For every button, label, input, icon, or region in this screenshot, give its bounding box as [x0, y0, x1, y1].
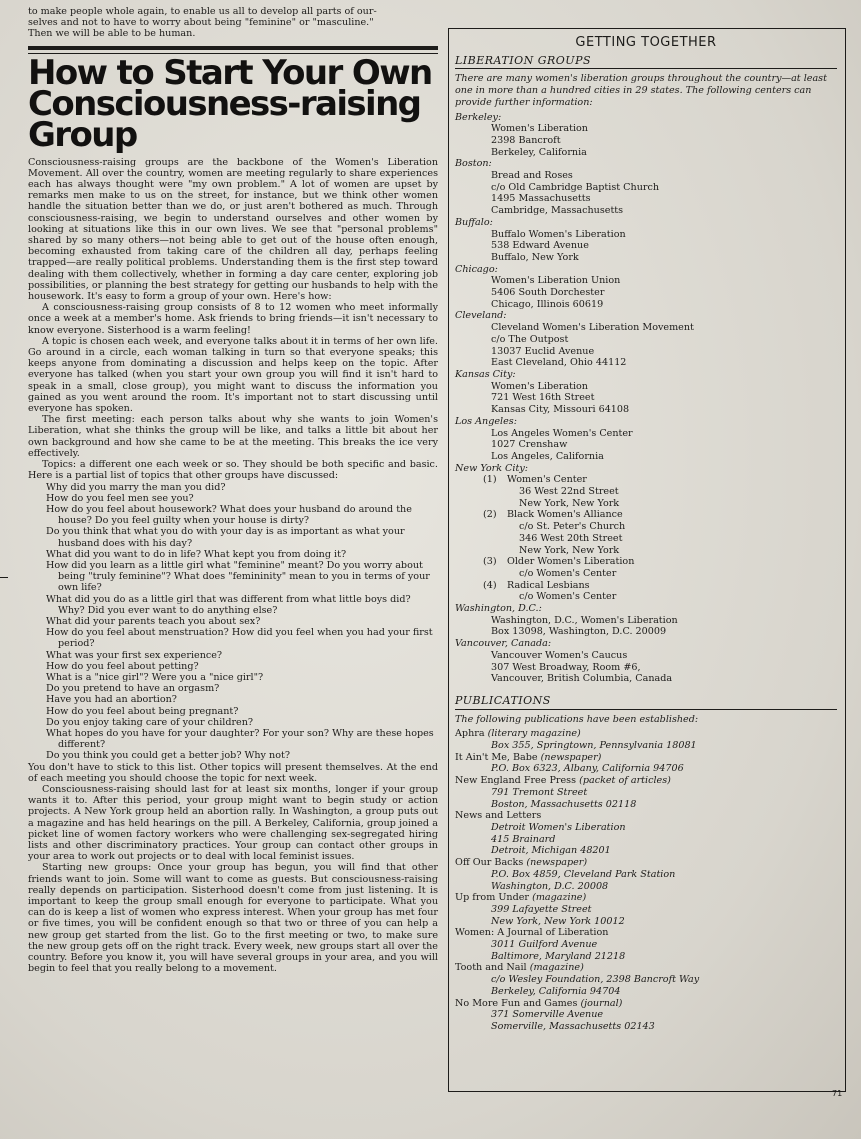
- address-line: 1495 Massachusetts: [491, 193, 591, 205]
- publication-entry: [455, 892, 837, 927]
- group-entry: [455, 217, 837, 264]
- publication-name-line: [455, 857, 837, 869]
- topic-question: How do you feel about petting?: [46, 660, 199, 672]
- publication-type: (newspaper): [526, 857, 588, 869]
- address-line: Washington, D.C. 20008: [491, 880, 609, 892]
- publication-name: Women: A Journal of Liberation: [455, 927, 609, 939]
- liberation-groups-heading: LIBERATION GROUPS: [455, 53, 592, 67]
- address-line: Buffalo Women's Liberation: [491, 228, 626, 240]
- address-line: Vancouver, British Columbia, Canada: [491, 673, 673, 685]
- topic-question-list: [28, 482, 438, 762]
- address-line: c/o The Outpost: [491, 333, 569, 345]
- group-entry: [455, 603, 837, 638]
- publication-type: (literary magazine): [487, 728, 581, 740]
- address-line: Detroit Women's Liberation: [491, 822, 626, 833]
- city-label-new-york: New York City:: [455, 462, 528, 474]
- publication-entry: [455, 998, 837, 1033]
- group-number: (2): [483, 509, 497, 521]
- address-line: Berkeley, California: [491, 146, 587, 158]
- new-york-group-entry: [455, 556, 837, 579]
- new-york-group-entry: [455, 509, 837, 556]
- address-line: 538 Edward Avenue: [491, 240, 589, 252]
- address-line: Women's Liberation: [491, 123, 588, 135]
- address-line: Los Angeles, California: [491, 450, 604, 462]
- topic-question: Do you think that what you do with your day is as important as what your husband does with his day?: [46, 526, 405, 549]
- topic-question: Do you pretend to have an orgasm?: [46, 683, 220, 695]
- group-name: Older Women's Liberation: [507, 556, 635, 568]
- new-york-group-entry: [455, 474, 837, 509]
- address-line: 2398 Bancroft: [491, 134, 561, 146]
- publication-name: Up from Under: [455, 892, 530, 904]
- group-number: (1): [483, 474, 497, 486]
- address-line: 5406 South Dorchester: [491, 287, 605, 299]
- topic-question: What did you do as a little girl that was different from what little boys did? Why? Did you ever want to do anything else?: [46, 593, 411, 616]
- city-label: Boston:: [455, 158, 492, 170]
- group-entry: [455, 638, 837, 685]
- address-line: c/o Wesley Foundation, 2398 Bancroft Way: [491, 974, 700, 986]
- city-label: Buffalo:: [455, 216, 493, 228]
- group-list: [455, 112, 837, 463]
- address-line: New York, New York: [519, 497, 620, 509]
- sidebar-title: GETTING TOGETHER: [575, 35, 717, 50]
- group-number: (4): [483, 579, 497, 591]
- topic-question: What hopes do you have for your daughter? For your son? Why are these hopes different?: [46, 727, 434, 751]
- publication-list: [455, 728, 837, 1032]
- topic-question: What did you want to do in life? What kept you from doing it?: [46, 548, 347, 560]
- body-paragraph: Topics: a different one each week or so. They should be both specific and basic. Here is a partial list of topics that other groups have discussed:: [28, 459, 438, 482]
- city-label: Washington, D.C.:: [455, 603, 542, 615]
- article-headline: How to Start Your Own Consciousness-raising Group: [28, 52, 432, 155]
- address-line: Chicago, Illinois 60619: [491, 298, 604, 310]
- group-name-line: [483, 474, 837, 486]
- address-line: East Cleveland, Ohio 44112: [491, 357, 627, 369]
- address-line: Detroit, Michigan 48201: [491, 845, 611, 857]
- intro-text: [28, 6, 438, 40]
- address-line: Vancouver Women's Caucus: [491, 649, 628, 661]
- city-label: Kansas City:: [455, 368, 516, 380]
- address-line: New York, New York 10012: [491, 915, 625, 927]
- publication-name-line: [455, 962, 837, 974]
- getting-together-sidebar: [448, 28, 846, 1092]
- publication-type: (newspaper): [540, 751, 602, 763]
- article-column: [28, 6, 438, 974]
- body-paragraphs: [28, 157, 438, 482]
- group-entry: [455, 112, 837, 159]
- group-entry: [455, 158, 837, 217]
- address-line: Kansas City, Missouri 64108: [491, 404, 630, 416]
- group-entry: [455, 264, 837, 311]
- group-name: Radical Lesbians: [507, 579, 590, 591]
- publications-heading: PUBLICATIONS: [455, 693, 551, 707]
- city-label: Vancouver, Canada:: [455, 638, 552, 650]
- address-line: c/o Old Cambridge Baptist Church: [491, 181, 660, 193]
- group-list-continued: [455, 603, 837, 685]
- address-line: P.O. Box 6323, Albany, California 94706: [491, 763, 684, 775]
- publication-name: News and Letters: [455, 810, 542, 822]
- topic-question: What was your first sex experience?: [46, 649, 223, 661]
- group-entry: [455, 369, 837, 416]
- publication-name: New England Free Press: [455, 775, 577, 787]
- publication-type: (packet of articles): [579, 775, 671, 787]
- address-line: 1027 Crenshaw: [491, 439, 568, 451]
- new-york-group-list: [455, 474, 837, 603]
- publication-name: It Ain't Me, Babe: [455, 751, 538, 763]
- group-entry: [455, 416, 837, 463]
- publication-name-line: [455, 998, 837, 1010]
- city-label: Los Angeles:: [455, 415, 517, 427]
- group-name-line: [483, 509, 837, 521]
- publication-type: (journal): [580, 997, 623, 1009]
- address-line: 36 West 22nd Street: [519, 486, 619, 498]
- publication-name-line: [455, 892, 837, 904]
- address-line: c/o St. Peter's Church: [519, 521, 626, 533]
- address-line: Baltimore, Maryland 21218: [491, 950, 626, 962]
- section-rule: [455, 68, 837, 69]
- address-line: 371 Somerville Avenue: [491, 1009, 604, 1021]
- address-line: Somerville, Massachusetts 02143: [491, 1020, 655, 1032]
- publication-name-line: [455, 927, 837, 939]
- group-name: Black Women's Alliance: [507, 509, 623, 521]
- address-line: Berkeley, California 94704: [491, 985, 621, 997]
- address-line: 415 Brainard: [491, 833, 556, 845]
- city-label: Berkeley:: [455, 111, 502, 123]
- address-line: 791 Tremont Street: [491, 786, 588, 798]
- intro-line: selves and not to have to worry about being "feminine" or "masculine.": [28, 17, 374, 29]
- address-line: 13037 Euclid Avenue: [491, 345, 595, 357]
- address-line: Cambridge, Massachusetts: [491, 205, 624, 217]
- body-paragraph: You don't have to stick to this list. Other topics will present themselves. At the end of each meeting you should choose the topic for next week.: [28, 761, 438, 784]
- address-line: Women's Liberation Union: [491, 275, 621, 287]
- publication-name-line: [455, 728, 837, 740]
- address-line: Buffalo, New York: [491, 251, 579, 263]
- topic-question: Do you enjoy taking care of your children?: [46, 716, 254, 728]
- publication-name-line: [455, 810, 837, 822]
- publication-type: (magazine): [532, 892, 587, 904]
- page-number: 71: [832, 1089, 843, 1098]
- publication-entry: [455, 810, 837, 857]
- address-line: Women's Liberation: [491, 380, 588, 392]
- new-york-group-entry: [455, 580, 837, 603]
- body-paragraph: Starting new groups: Once your group has begun, you will find that other friends want to join. Some will want to come as guests. But consciousness-raising really depends on participation. Sisterhood doesn't come from just listening. It is important to keep the group small enough for everyone to participate. What you can do is keep a list of women who express interest. When your group has met four or five times, you will be confident enough so that two or three of you can help a new group get started from the list. Go to the first meeting or two, to make sure the new group gets off on the right track. Every week, new groups start all over the country. Before you know it, you will have several groups in your area, and you will begin to feel that you really belong to a movement.: [28, 862, 438, 975]
- address-line: Bread and Roses: [491, 170, 573, 182]
- publication-entry: [455, 752, 837, 775]
- publications-intro: The following publications have been established:: [455, 713, 699, 725]
- publication-entry: [455, 962, 837, 997]
- publication-entry: [455, 857, 837, 892]
- publication-entry: [455, 775, 837, 810]
- city-label: Cleveland:: [455, 310, 507, 322]
- topic-question: Do you think you could get a better job? Why not?: [46, 750, 290, 762]
- section-rule: [455, 709, 837, 710]
- body-paragraph: A topic is chosen each week, and everyone talks about it in terms of her own life. Go around in a circle, each woman talking in turn so that everyone speaks; this keeps anyone from dominating a discussion and helps keep on the topic. After everyone has talked (when you start your own group you will find it isn't hard to speak in a small, close group), you might want to discuss the information you gained as you went around the room. It's important not to start discussing until everyone has spoken.: [28, 335, 438, 415]
- intro-line: Then we will be able to be human.: [28, 28, 196, 40]
- address-line: Boston, Massachusetts 02118: [491, 798, 637, 810]
- publication-type: (magazine): [529, 962, 584, 974]
- intro-line: to make people whole again, to enable us all to develop all parts of our-: [28, 6, 377, 17]
- address-line: c/o Women's Center: [519, 567, 617, 579]
- address-line: 399 Lafayette Street: [491, 903, 592, 915]
- address-line: 307 West Broadway, Room #6,: [491, 661, 641, 673]
- publication-name: Aphra: [455, 728, 485, 740]
- topic-question: How do you feel about menstruation? How did you feel when you had your first period?: [46, 627, 433, 650]
- topic-question: How do you feel about housework? What does your husband do around the house? Do you feel guilty when your house is dirty?: [46, 503, 412, 527]
- group-name-line: [483, 579, 837, 592]
- topic-question: What did your parents teach you about sex?: [46, 615, 261, 627]
- liberation-groups-intro: There are many women's liberation groups throughout the country—at least one in more than a hundred cities in 29 states. The following centers can provide further information:: [455, 73, 827, 108]
- closing-paragraphs: [28, 762, 438, 975]
- publication-name: No More Fun and Games: [455, 997, 578, 1009]
- topic-question: What is a "nice girl"? Were you a "nice girl"?: [46, 671, 264, 683]
- group-entry: [455, 310, 837, 369]
- address-line: 3011 Guilford Avenue: [491, 939, 598, 951]
- publication-entry: [455, 927, 837, 962]
- body-paragraph: The first meeting: each person talks about why she wants to join Women's Liberation, what she thinks the group will be like, and talks a little bit about her own background and how she came to be at the meeting. This breaks the ice very effectively.: [28, 414, 438, 459]
- headline-rule-thick: [28, 46, 438, 50]
- address-line: Box 355, Springtown, Pennsylvania 18081: [491, 740, 697, 752]
- address-line: c/o Women's Center: [519, 591, 617, 603]
- group-name-line: [483, 556, 837, 568]
- group-name: Women's Center: [507, 474, 587, 486]
- body-paragraph: A consciousness-raising group consists of 8 to 12 women who meet informally once a week at a member's home. Ask friends to bring friends—it isn't necessary to know everyone. Sisterhood is a warm feeling!: [28, 302, 438, 336]
- address-line: Cleveland Women's Liberation Movement: [491, 322, 694, 334]
- topic-question: Have you had an abortion?: [46, 694, 177, 706]
- address-line: Washington, D.C., Women's Liberation: [491, 614, 678, 626]
- publication-entry: [455, 728, 837, 751]
- publication-name-line: [455, 752, 837, 764]
- article-body: [28, 157, 438, 975]
- publication-name: Tooth and Nail: [455, 962, 527, 974]
- publication-name-line: [455, 775, 837, 787]
- topic-question: How did you learn as a little girl what "feminine" meant? Do you worry about being "truly feminine"? What does "femininity" mean to you in terms of your own life?: [46, 559, 430, 594]
- body-paragraph: Consciousness-raising groups are the backbone of the Women's Liberation Movement. All over the country, women are meeting regularly to share experiences each has always thought were "my own problem." A lot of women are upset by remarks men make to us on the street, for instance, but we think other women handle the situation better than we do, or just aren't bothered as much. Through consciousness-raising, we begin to understand ourselves and other women by looking at situations like this in our own lives. We see that "personal problems" shared by so many others—not being able to get out of the house often enough, becoming exhausted from taking care of the children all day, perhaps feeling trapped—are really political problems. Understanding them is the first step toward dealing with them collectively, whether in forming a day care center, exploring job possibilities, or planning the best strategy for getting our husbands to help with the housework. It's easy to form a group of your own. Here's how:: [28, 156, 438, 303]
- address-line: Box 13098, Washington, D.C. 20009: [491, 626, 667, 638]
- body-paragraph: Consciousness-raising should last for at least six months, longer if your group wants it to. After this period, your group might want to begin study or action projects. A New York group held an abortion rally. In Washington, a group puts out a magazine and has held hearings on the pill. A Berkeley, California, group joined a picket line of women factory workers who were challenging sex-segregated hiring lists and other discriminatory practices. Your group can contact other groups in your area to work out projects or to deal with local feminist issues.: [28, 783, 438, 863]
- topic-question: How do you feel about being pregnant?: [46, 705, 239, 717]
- scan-edge-mark: [0, 577, 8, 578]
- address-line: 346 West 20th Street: [519, 532, 623, 544]
- city-label: Chicago:: [455, 263, 498, 275]
- address-line: Los Angeles Women's Center: [491, 427, 633, 439]
- topic-question: Why did you marry the man you did?: [46, 481, 226, 493]
- publication-name: Off Our Backs: [455, 857, 524, 869]
- group-number: (3): [483, 556, 497, 568]
- address-line: 721 West 16th Street: [491, 392, 595, 404]
- address-line: P.O. Box 4859, Cleveland Park Station: [491, 868, 676, 880]
- topic-question: How do you feel men see you?: [46, 492, 194, 504]
- address-line: New York, New York: [519, 544, 620, 556]
